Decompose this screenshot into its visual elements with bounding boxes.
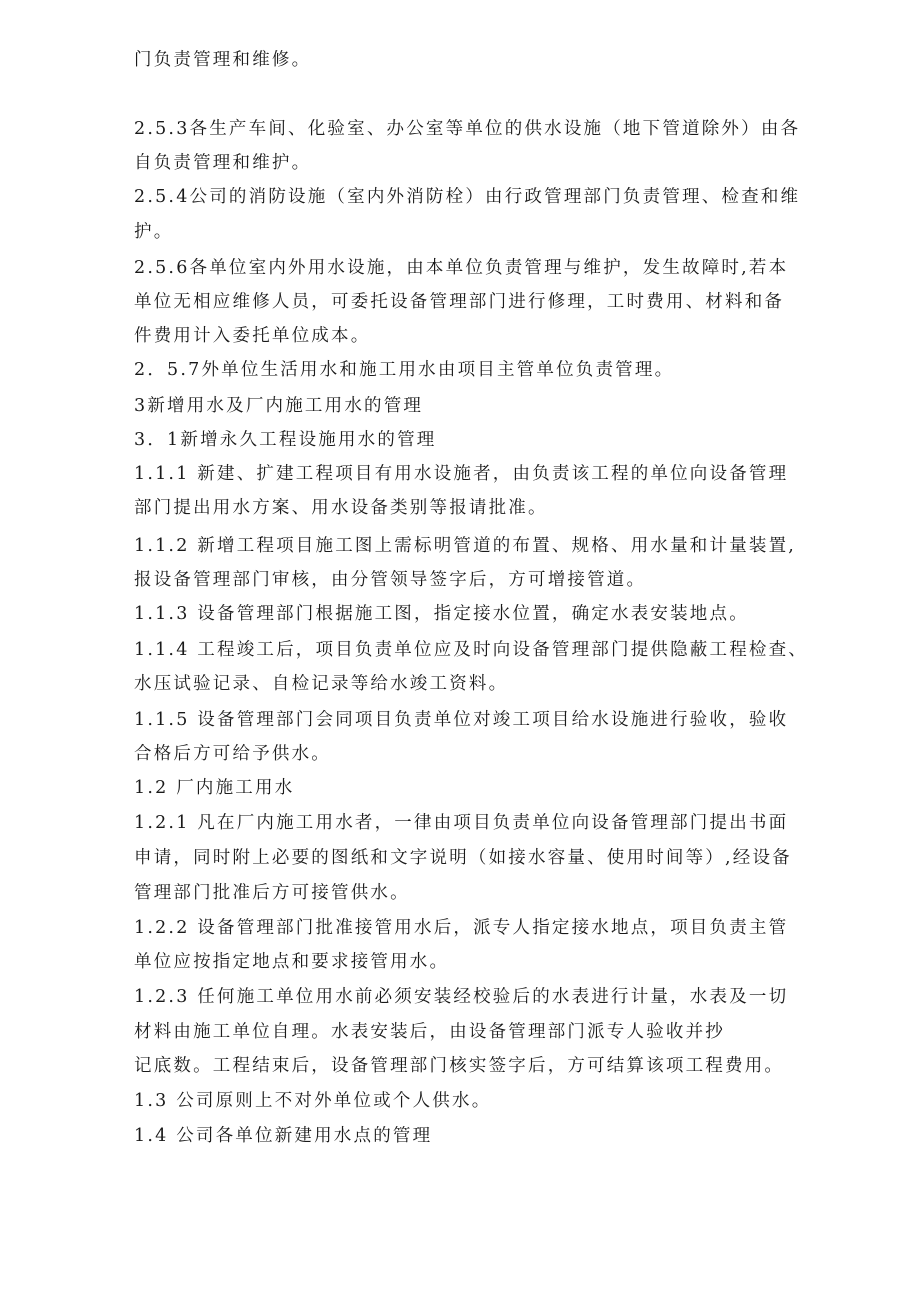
text-line: 1.3 公司原则上不对外单位或个人供水。 (134, 1091, 492, 1111)
text-line: 2.5.6各单位室内外用水设施，由本单位负责管理与维护，发生故障时,若本 (134, 258, 789, 278)
text-line: 申请，同时附上必要的图纸和文字说明（如接水容量、使用时间等）,经设备 (134, 848, 792, 868)
text-line: 材料由施工单位自理。水表安装后，由设备管理部门派专人验收并抄 (134, 1022, 725, 1042)
text-line: 护。 (134, 222, 174, 242)
text-line: 门负责管理和维修。 (134, 50, 312, 70)
text-line: 1.2.2 设备管理部门批准接管用水后，派专人指定接水地点，项目负责主管 (134, 918, 789, 938)
text-line: 1.1.4 工程竣工后，项目负责单位应及时向设备管理部门提供隐蔽工程检查、 (134, 640, 808, 660)
text-line: 2.5.3各生产车间、化验室、办公室等单位的供水设施（地下管道除外）由各 (134, 119, 801, 139)
text-line: 1.1.3 设备管理部门根据施工图，指定接水位置，确定水表安装地点。 (134, 604, 749, 624)
text-line: 3．1新增永久工程设施用水的管理 (134, 430, 437, 450)
text-line: 水压试验记录、自检记录等给水竣工资料。 (134, 674, 509, 694)
text-line: 1.2.1 凡在厂内施工用水者，一律由项目负责单位向设备管理部门提出书面 (134, 813, 789, 833)
text-line: 1.2.3 任何施工单位用水前必须安装经校验后的水表进行计量，水表及一切 (134, 987, 789, 1007)
text-line: 1.1.2 新增工程项目施工图上需标明管道的布置、规格、用水量和计量装置, (134, 536, 797, 556)
text-line: 1.2 厂内施工用水 (134, 778, 295, 798)
text-line: 1.1.1 新建、扩建工程项目有用水设施者，由负责该工程的单位向设备管理 (134, 464, 789, 484)
text-line: 1.1.5 设备管理部门会同项目负责单位对竣工项目给水设施进行验收，验收 (134, 710, 789, 730)
text-line: 1.4 公司各单位新建用水点的管理 (134, 1126, 433, 1146)
text-line: 记底数。工程结束后，设备管理部门核实签字后，方可结算该项工程费用。 (134, 1056, 785, 1076)
text-line: 2．5.7外单位生活用水和施工用水由项目主管单位负责管理。 (134, 360, 675, 380)
text-line: 合格后方可给予供水。 (134, 744, 331, 764)
text-line: 单位应按指定地点和要求接管用水。 (134, 952, 450, 972)
text-line: 部门提出用水方案、用水设备类别等报请批准。 (134, 498, 548, 518)
text-line: 自负责管理和维护。 (134, 153, 312, 173)
text-line: 2.5.4公司的消防设施（室内外消防栓）由行政管理部门负责管理、检查和维 (134, 187, 801, 207)
text-line: 报设备管理部门审核，由分管领导签字后，方可增接管道。 (134, 570, 647, 590)
text-line: 单位无相应维修人员，可委托设备管理部门进行修理，工时费用、材料和备 (134, 292, 785, 312)
text-line: 3新增用水及厂内施工用水的管理 (134, 396, 424, 416)
text-line: 管理部门批准后方可接管供水。 (134, 883, 410, 903)
text-line: 件费用计入委托单位成本。 (134, 326, 371, 346)
